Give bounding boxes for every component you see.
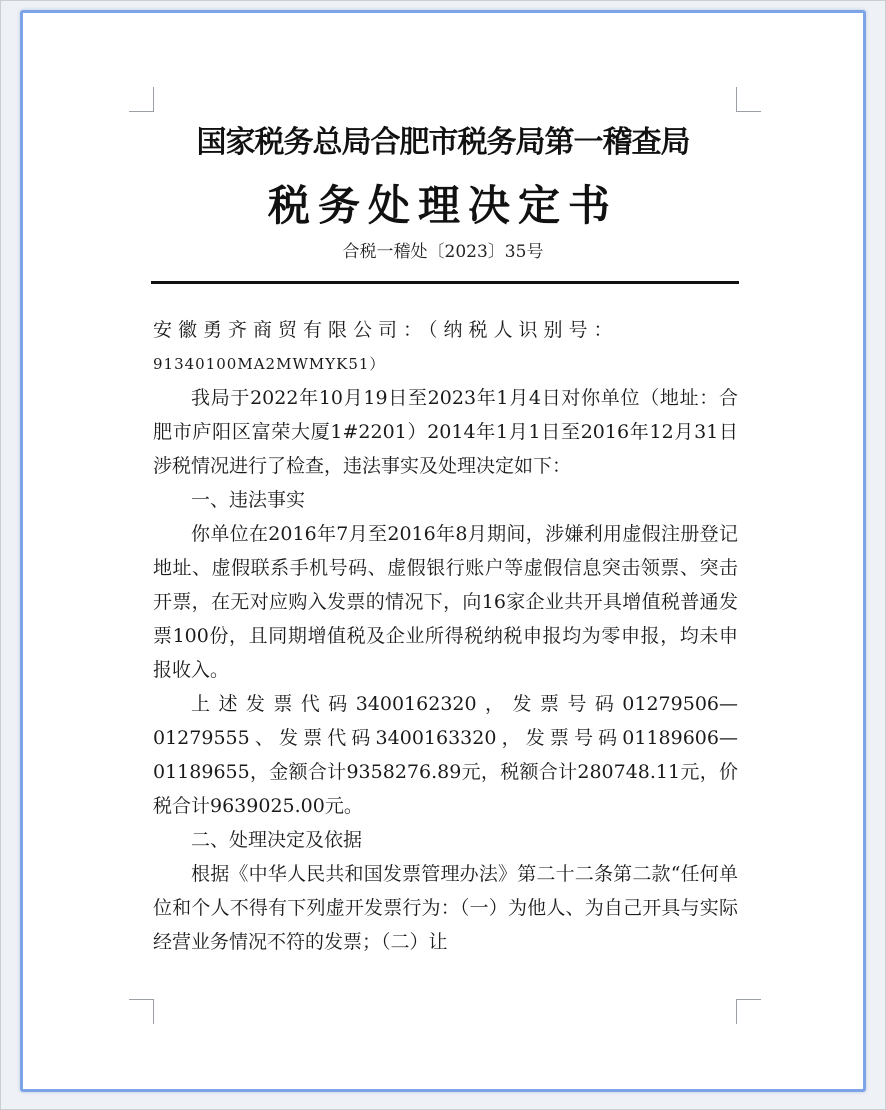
document-title: 税务处理决定书 — [267, 181, 618, 230]
document-number: 合税一稽处〔2023〕35号 — [342, 242, 544, 262]
section-1-title: 一、违法事实 — [191, 489, 306, 511]
intro-paragraph: 我局于2022年10月19日至2023年1月4日对你单位（地址：合肥市庐阳区富荣大厦1#2201）2014年1月1日至2016年12月31日涉税情况进行了检查，违法事实及处理决定如下： — [153, 387, 738, 477]
document-page — [20, 10, 866, 1092]
crop-mark-top-right — [736, 87, 761, 112]
section-1-paragraph-2: 上述发票代码3400162320，发票号码01279506—01279555、发票代码3400163320，发票号码01189606—01189655，金额合计9358276.89元，税额合计280748.11元，价税合计9639025.00元。 — [153, 693, 738, 817]
addressee-line: 安徽勇齐商贸有限公司：（纳税人识别号： — [153, 319, 619, 341]
section-2-title: 二、处理决定及依据 — [191, 829, 363, 851]
section-1-paragraph-1: 你单位在2016年7月至2016年8月期间，涉嫌利用虚假注册登记地址、虚假联系手机号码、虚假银行账户等虚假信息突击领票、突击开票，在无对应购入发票的情况下，向16家企业共开具增值税普通发票100份，且同期增值税及企业所得税纳税申报均为零申报，均未申报收入。 — [153, 523, 738, 681]
crop-mark-bottom-left — [129, 999, 154, 1024]
issuer-heading: 国家税务总局合肥市税务局第一稽查局 — [196, 125, 690, 160]
crop-mark-bottom-right — [736, 999, 761, 1024]
header-rule — [151, 281, 739, 284]
document-body — [153, 313, 738, 959]
section-2-paragraph-1: 根据《中华人民共和国发票管理办法》第二十二条第二款“任何单位和个人不得有下列虚开发票行为：（一）为他人、为自己开具与实际经营业务情况不符的发票；（二）让 — [153, 863, 738, 953]
crop-mark-top-left — [129, 87, 154, 112]
taxpayer-id: 91340100MA2MWMYK51） — [153, 355, 386, 373]
